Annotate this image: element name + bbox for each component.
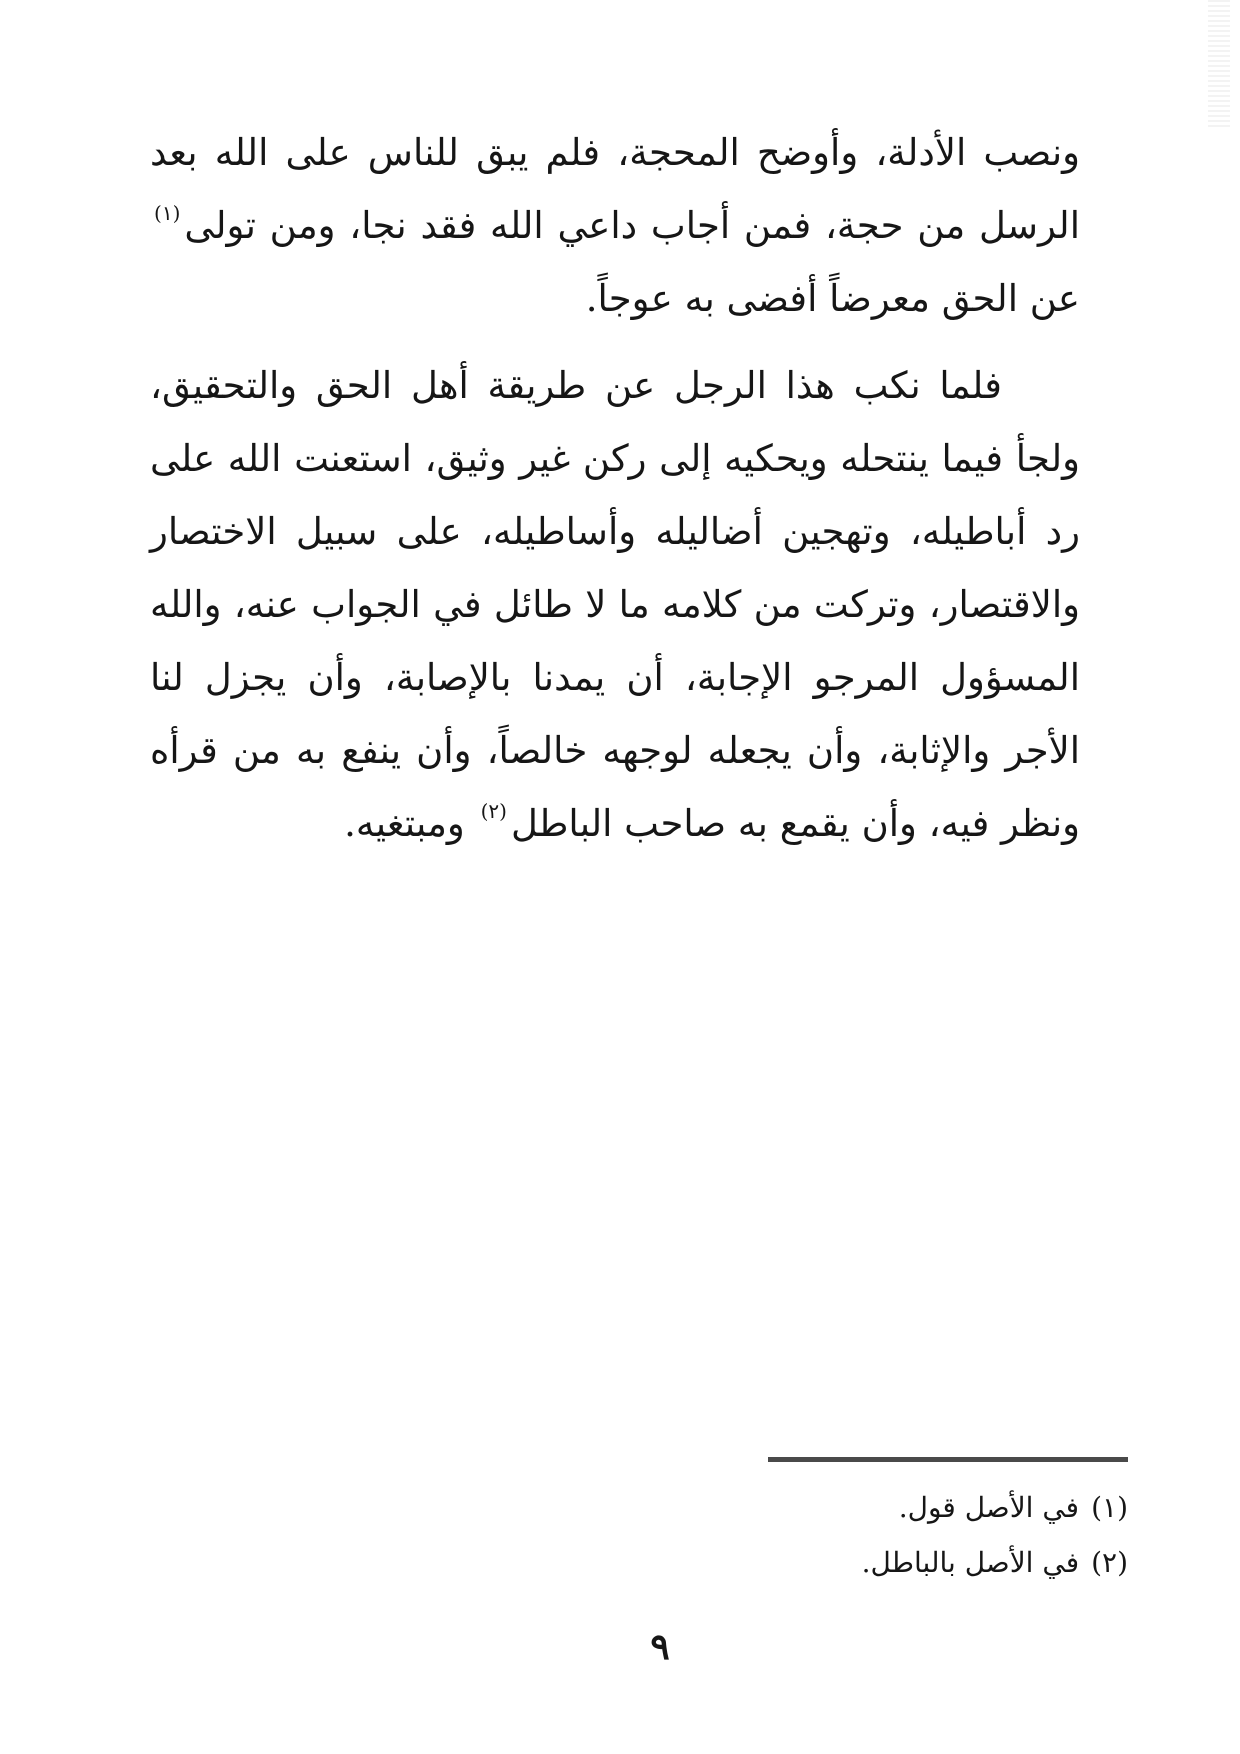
footnote-2: [700, 1535, 1128, 1590]
main-text: [150, 116, 1080, 860]
footnote-2-number: (٢): [1091, 1546, 1128, 1579]
footnote-ref-2: (٢): [480, 799, 507, 823]
paragraph-1: [150, 116, 1080, 335]
footnote-ref-1: (١): [154, 201, 181, 225]
scan-edge-artifact: [1208, 0, 1230, 130]
page-number: ٩: [650, 1626, 670, 1668]
footnote-1: [700, 1480, 1128, 1535]
paragraph-2-text-end: ومبتغيه.: [344, 802, 465, 845]
footnote-divider: [768, 1457, 1128, 1462]
paragraph-1-text-end: عن الحق معرضاً أفضى به عوجاً.: [585, 277, 1080, 320]
footnotes: [700, 1480, 1128, 1590]
footnote-1-number: (١): [1091, 1491, 1128, 1524]
paragraph-1-text: ونصب الأدلة، وأوضح المحجة، فلم يبق للناس على الله بعد الرسل من حجة، فمن أجاب داعي الله فقد نجا، ومن تولى: [150, 131, 1080, 247]
paragraph-2-text: فلما نكب هذا الرجل عن طريقة أهل الحق والتحقيق، ولجأ فيما ينتحله ويحكيه إلى ركن غير وثيق، استعنت الله على رد أباطيله، وتهجين أضاليله وأساطيله، على سبيل الاختصار والاقتصار، وتركت من كلامه ما لا طائل في الجواب عنه، والله المسؤول المرجو الإجابة، أن يمدنا بالإصابة، وأن يجزل لنا الأجر والإثابة، وأن يجعله لوجهه خالصاً، وأن ينفع به من قرأه ونظر فيه، وأن يقمع به صاحب الباطل: [150, 364, 1080, 845]
footnote-2-text: في الأصل بالباطل.: [861, 1546, 1080, 1579]
paragraph-2: [150, 349, 1080, 860]
footnote-1-text: في الأصل قول.: [898, 1491, 1080, 1524]
